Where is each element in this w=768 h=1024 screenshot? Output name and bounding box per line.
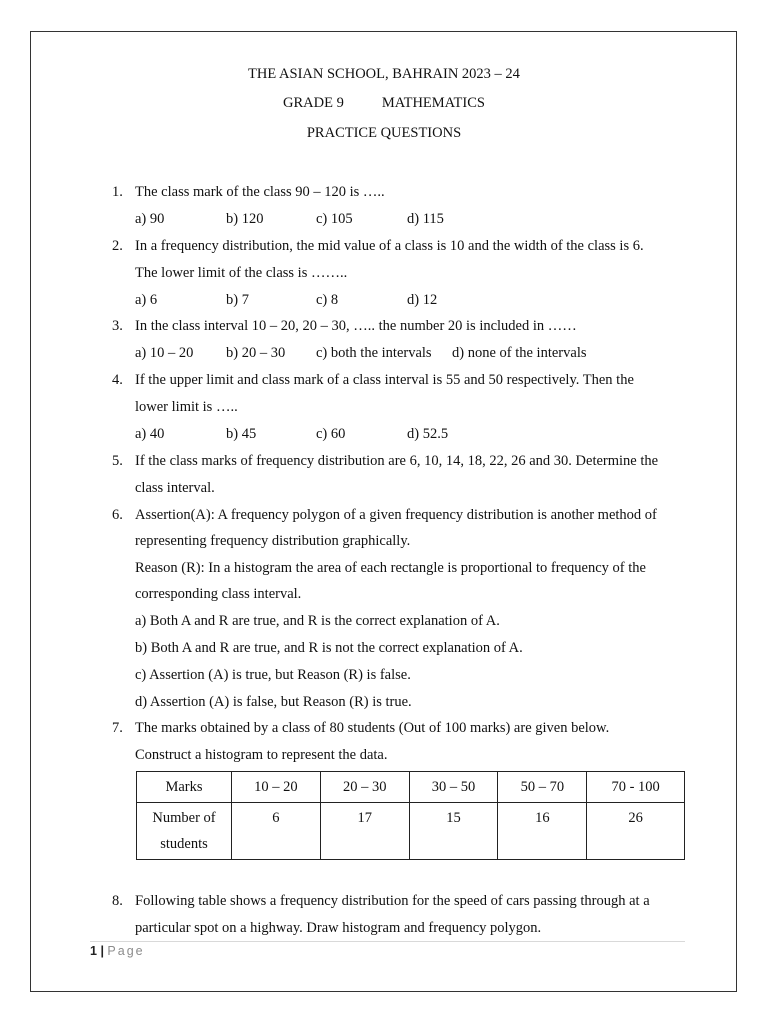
question-text: representing frequency distribution graphically. (135, 533, 411, 549)
page-number: 1 (90, 944, 97, 958)
row-label-cell (137, 803, 232, 860)
option-a: a) 40 (135, 426, 165, 442)
option-d: d) 115 (407, 211, 444, 227)
question-text: The marks obtained by a class of 80 students (Out of 100 marks) are given below. (135, 720, 610, 736)
option-c: c) 60 (316, 426, 346, 442)
option-d: d) Assertion (A) is false, but Reason (R) is true. (135, 694, 412, 710)
marks-table (136, 771, 685, 860)
table-header-cell: Marks (137, 772, 232, 803)
question-text: Construct a histogram to represent the data. (135, 747, 388, 763)
option-a: a) Both A and R are true, and R is the correct explanation of A. (135, 613, 500, 629)
question-number: 2. (112, 238, 123, 254)
subject-label: MATHEMATICS (381, 95, 485, 111)
question-text: Following table shows a frequency distribution for the speed of cars passing through at a (135, 893, 650, 909)
table-header-cell: 70 - 100 (587, 772, 685, 803)
question-text: The class mark of the class 90 – 120 is ….. (135, 184, 385, 200)
page-footer (90, 944, 145, 958)
question-text: corresponding class interval. (135, 586, 302, 602)
option-b: b) 120 (226, 211, 264, 227)
grade-label: GRADE 9 (283, 95, 344, 111)
row-label-line: Number of (152, 810, 216, 826)
option-c: c) 105 (316, 211, 353, 227)
question-text: The lower limit of the class is …….. (135, 265, 348, 281)
table-value-cell: 15 (409, 803, 498, 860)
school-heading: THE ASIAN SCHOOL, BAHRAIN 2023 – 24 (248, 66, 520, 82)
grade-subject-heading (0, 95, 768, 112)
row-label-line: students (160, 836, 208, 852)
option-b: b) 7 (226, 292, 249, 308)
question-text: If the upper limit and class mark of a class interval is 55 and 50 respectively. Then the (135, 372, 634, 388)
option-c: c) both the intervals (316, 345, 432, 361)
question-number: 6. (112, 507, 123, 523)
question-text: If the class marks of frequency distribution are 6, 10, 14, 18, 22, 26 and 30. Determine the (135, 453, 659, 469)
table-row (137, 772, 685, 803)
document-title: PRACTICE QUESTIONS (306, 125, 462, 141)
footer-separator: | (100, 944, 104, 958)
table-header-cell: 50 – 70 (498, 772, 587, 803)
table-value-cell: 17 (320, 803, 409, 860)
option-b: b) Both A and R are true, and R is not the correct explanation of A. (135, 640, 523, 656)
question-text: lower limit is ….. (135, 399, 238, 415)
question-number: 4. (112, 372, 123, 388)
table-value-cell: 6 (232, 803, 321, 860)
question-number: 8. (112, 893, 123, 909)
option-b: b) 45 (226, 426, 257, 442)
option-d: d) 52.5 (407, 426, 449, 442)
option-c: c) 8 (316, 292, 339, 308)
table-header-cell: 10 – 20 (232, 772, 321, 803)
option-d: d) 12 (407, 292, 438, 308)
question-text: Reason (R): In a histogram the area of each rectangle is proportional to frequency of the (135, 560, 646, 576)
table-row (137, 803, 685, 860)
question-number: 5. (112, 453, 123, 469)
option-a: a) 6 (135, 292, 158, 308)
question-number: 3. (112, 318, 123, 334)
footer-divider (90, 941, 685, 942)
question-text: particular spot on a highway. Draw histogram and frequency polygon. (135, 920, 542, 936)
table-value-cell: 26 (587, 803, 685, 860)
table-value-cell: 16 (498, 803, 587, 860)
option-c: c) Assertion (A) is true, but Reason (R) is false. (135, 667, 411, 683)
option-d: d) none of the intervals (452, 345, 587, 361)
option-b: b) 20 – 30 (226, 345, 286, 361)
question-number: 7. (112, 720, 123, 736)
table-header-cell: 20 – 30 (320, 772, 409, 803)
question-text: In the class interval 10 – 20, 20 – 30, ….. the number 20 is included in …… (135, 318, 577, 334)
question-text: In a frequency distribution, the mid value of a class is 10 and the width of the class is 6. (135, 238, 644, 254)
question-number: 1. (112, 184, 123, 200)
question-text: Assertion(A): A frequency polygon of a given frequency distribution is another method of (135, 507, 657, 523)
page-word: Page (107, 944, 145, 958)
option-a: a) 90 (135, 211, 165, 227)
option-a: a) 10 – 20 (135, 345, 194, 361)
question-text: class interval. (135, 480, 215, 496)
table-header-cell: 30 – 50 (409, 772, 498, 803)
